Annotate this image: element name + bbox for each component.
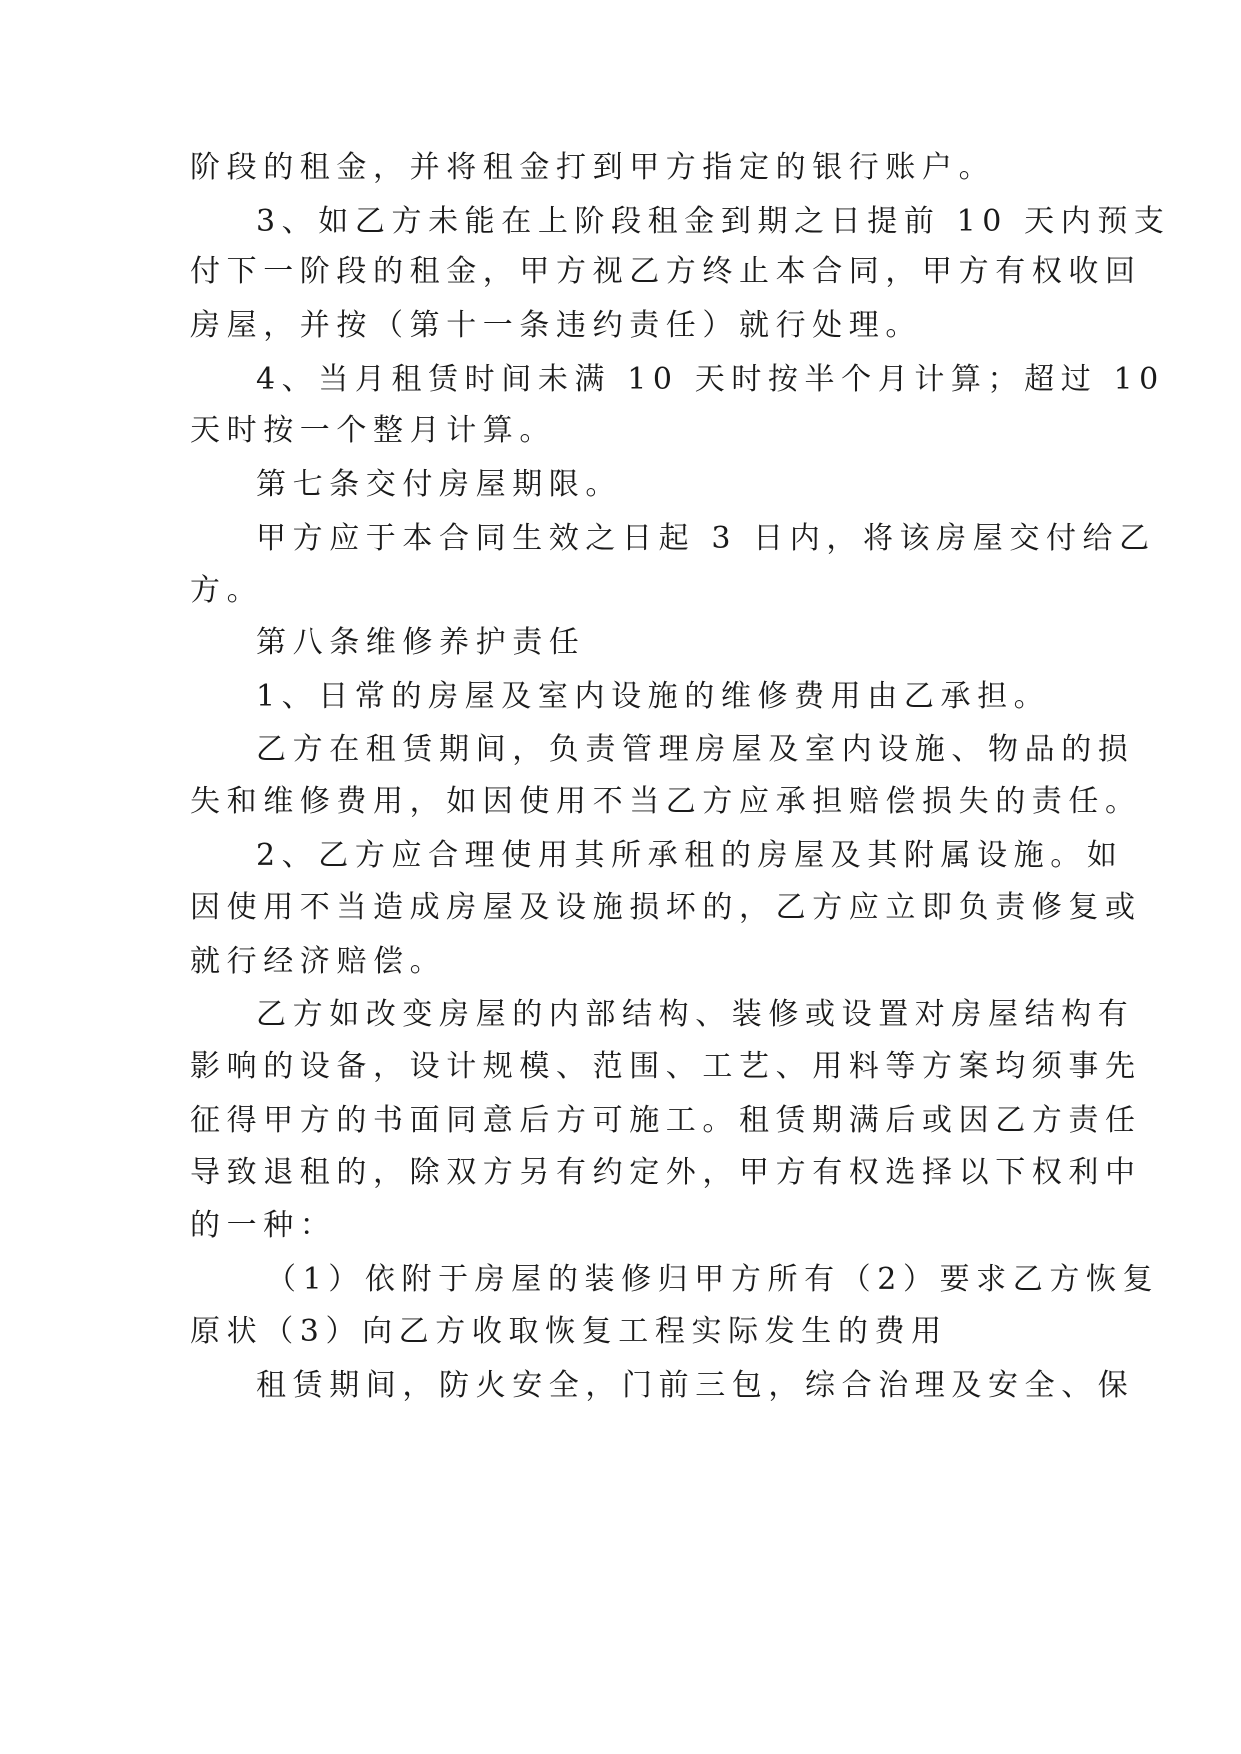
text-line: 甲方应于本合同生效之日起 3 日内，将该房屋交付给乙: [256, 521, 1156, 556]
text-line: 第七条交付房屋期限。: [256, 467, 622, 502]
text-line: 3、如乙方未能在上阶段租金到期之日提前 10 天内预支: [256, 204, 1171, 239]
text-line: 乙方在租赁期间，负责管理房屋及室内设施、物品的损: [256, 732, 1135, 767]
text-line: 原状（3）向乙方收取恢复工程实际发生的费用: [190, 1314, 948, 1349]
text-line: 就行经济赔偿。: [190, 944, 447, 979]
text-line: 的一种：: [190, 1208, 337, 1243]
text-line: 因使用不当造成房屋及设施损坏的，乙方应立即负责修复或: [190, 890, 1142, 925]
text-line: 影响的设备，设计规模、范围、工艺、用料等方案均须事先: [190, 1049, 1142, 1084]
text-line: 房屋，并按（第十一条违约责任）就行处理。: [190, 308, 922, 343]
text-line: 付下一阶段的租金，甲方视乙方终止本合同，甲方有权收回: [190, 254, 1142, 289]
text-line: 征得甲方的书面同意后方可施工。租赁期满后或因乙方责任: [190, 1103, 1142, 1138]
text-line: 天时按一个整月计算。: [190, 413, 556, 448]
text-line: 乙方如改变房屋的内部结构、装修或设置对房屋结构有: [256, 997, 1135, 1032]
text-line: 4、当月租赁时间未满 10 天时按半个月计算；超过 10: [256, 362, 1165, 397]
text-line: 第八条维修养护责任: [256, 625, 586, 660]
text-line: 租赁期间，防火安全，门前三包，综合治理及安全、保: [256, 1368, 1135, 1403]
text-line: 阶段的租金，并将租金打到甲方指定的银行账户。: [190, 150, 996, 185]
text-line: （1）依附于房屋的装修归甲方所有（2）要求乙方恢复: [266, 1262, 1160, 1297]
text-line: 方。: [190, 573, 264, 608]
text-line: 失和维修费用，如因使用不当乙方应承担赔偿损失的责任。: [190, 784, 1142, 819]
text-line: 1、日常的房屋及室内设施的维修费用由乙承担。: [256, 679, 1051, 714]
text-line: 2、乙方应合理使用其所承租的房屋及其附属设施。如: [256, 838, 1124, 873]
text-line: 导致退租的，除双方另有约定外，甲方有权选择以下权利中: [190, 1155, 1142, 1190]
